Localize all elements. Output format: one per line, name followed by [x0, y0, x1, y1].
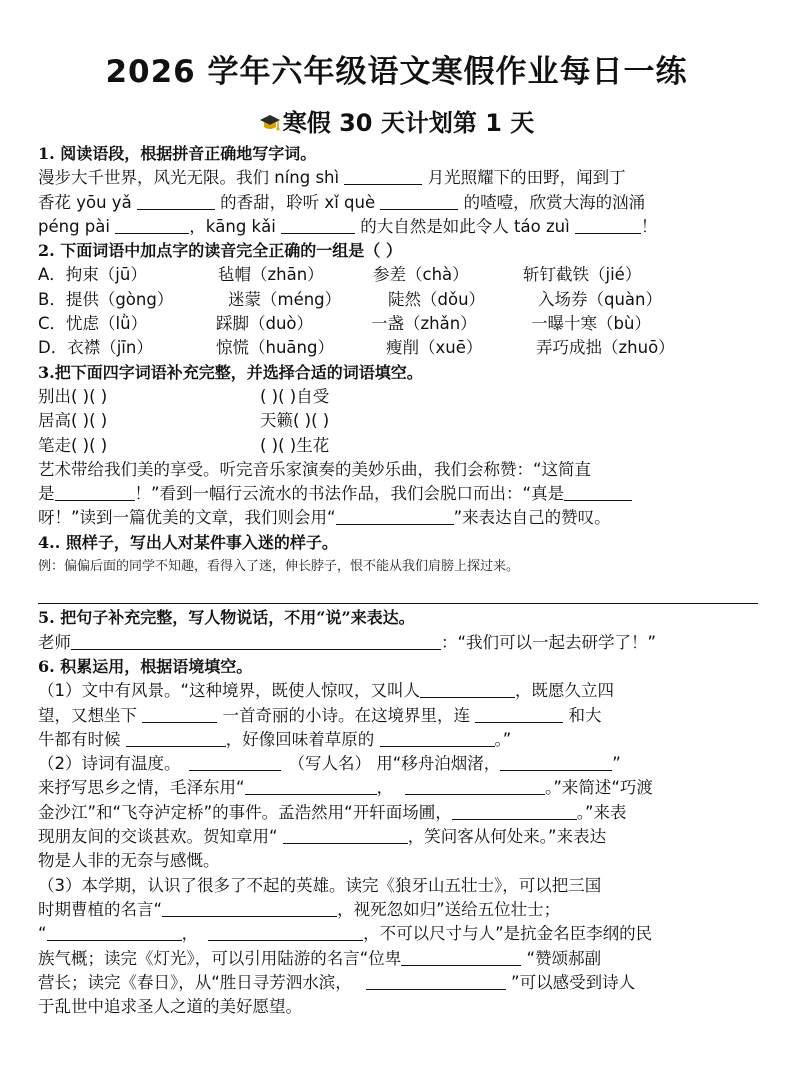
- q3-paragraph-line-1: 艺术带给我们美的享受。听完音乐家演奏的美妙乐曲，我们会称赞：“这简直: [38, 459, 592, 479]
- q6-3-line-5: 营长；读完《春日》，从“胜日寻芳泗水滨， ”可以感受到诗人: [38, 972, 636, 992]
- answer-blank[interactable]: [420, 680, 515, 698]
- q1-heading: 1. 阅读语段，根据拼音正确地写字词。: [38, 144, 317, 163]
- answer-blank[interactable]: [283, 826, 408, 844]
- answer-blank[interactable]: [336, 507, 454, 525]
- answer-blank[interactable]: [405, 777, 545, 795]
- q6-3-line-3: “ ， ，不可以尺寸与人”是抗金名臣李纲的民: [38, 924, 653, 944]
- day-plan-heading: [0, 103, 793, 138]
- graduation-cap-icon: [259, 113, 281, 133]
- answer-blank[interactable]: [55, 483, 135, 501]
- page-title: 2026 学年六年级语文寒假作业每日一练: [105, 54, 688, 90]
- q4-heading: 4.. 照样子，写出人对某件事入迷的样子。: [38, 532, 338, 552]
- q6-1-line-3: 牛都有时候 ，好像回味着草原的 。”: [38, 729, 512, 749]
- q2-heading: 2. 下面词语中加点字的读音完全正确的一组是（ ）: [38, 241, 402, 261]
- q5-sentence: 老师 ：“我们可以一起去研学了！”: [38, 632, 657, 652]
- answer-blank[interactable]: [71, 632, 441, 650]
- idiom-row-3: 笔走( )( ) ( )( )生花: [38, 435, 330, 455]
- answer-blank[interactable]: [452, 802, 577, 820]
- q6-2-line-1: （2）诗词有温度。 （写人名） 用“移舟泊烟渚， ”: [38, 754, 621, 774]
- q6-heading: 6. 积累运用，根据语境填空。: [38, 656, 253, 676]
- answer-blank[interactable]: [162, 899, 337, 917]
- answer-blank[interactable]: [126, 729, 226, 747]
- q6-2-line-4: 现朋友间的交谈甚欢。贺知章用“ ，笑问客从何处来。”来表达: [38, 827, 607, 847]
- q6-1-line-1: （1）文中有风景。“这种境界，既使人惊叹，又叫人 ，既愿久立四: [38, 681, 615, 701]
- q3-paragraph-line-3: 呀！”读到一篇优美的文章，我们则会用“ ”来表达自己的赞叹。: [38, 508, 611, 528]
- answer-blank[interactable]: [500, 753, 612, 771]
- subtitle-text: 寒假 30 天计划第 1 天: [282, 109, 535, 137]
- answer-blank[interactable]: [401, 948, 521, 966]
- answer-blank[interactable]: [115, 216, 189, 234]
- q6-3-line-6: 于乱世中追求圣人之道的美好愿望。: [38, 997, 302, 1017]
- idiom-row-2: 居高( )( ) 天籁( )( ): [38, 411, 330, 431]
- answer-blank[interactable]: [245, 777, 377, 795]
- q2-option-a: A．拘束（jū） 毡帽（zhān） 参差（chà） 斩钉截铁（jié）: [38, 265, 642, 285]
- answer-blank[interactable]: [564, 483, 632, 501]
- q5-heading: 5. 把句子补充完整，写人物说话，不用“说”来表达。: [38, 608, 415, 628]
- exercise-content: [38, 142, 758, 1019]
- q6-3-line-4: 族气概；读完《灯光》，可以引用陆游的名言“位卑 “赞颂郝副: [38, 948, 602, 968]
- answer-blank[interactable]: [137, 192, 215, 210]
- q6-2-line-3: 金沙江”和“飞夺泸定桥”的事件。孟浩然用“开轩面场圃， 。”来表: [38, 802, 627, 822]
- q6-1-line-2: 望，又想坐下 一首奇丽的小诗。在这境界里，连 和大: [38, 705, 602, 725]
- q3-heading: 3.把下面四字词语补充完整，并选择合适的词语填空。: [38, 362, 423, 382]
- q2-option-d: D．衣襟（jīn） 惊慌（huāng） 瘦削（xuē） 弄巧成拙（zhuō）: [38, 338, 675, 358]
- answer-blank[interactable]: [208, 923, 363, 941]
- answer-blank[interactable]: [142, 705, 217, 723]
- answer-blank[interactable]: [575, 216, 641, 234]
- q1-line-3: péng pài ，kāng kǎi 的大自然是如此令人 táo zuì ！: [38, 216, 658, 236]
- q1-line-1: 漫步大千世界，风光无限。我们 níng shì 月光照耀下的田野，闻到丁: [38, 168, 626, 188]
- idiom-row-1: 别出( )( ) ( )( )自受: [38, 386, 330, 406]
- q1-line-2: 香花 yōu yǎ 的香甜，聆听 xǐ què 的喳噎，欣赏大海的汹涌: [38, 192, 646, 212]
- q6-2-line-2: 来抒写思乡之情，毛泽东用“ ， 。”来简述“巧渡: [38, 778, 653, 798]
- q2-option-b: B．提供（gòng） 迷蒙（méng） 陡然（dǒu） 入场券（quàn）: [38, 289, 662, 309]
- q2-option-c: C．忧虑（lǜ） 踩脚（duò） 一盏（zhǎn） 一曝十寒（bù）: [38, 314, 651, 334]
- q3-paragraph-line-2: 是 ！”看到一幅行云流水的书法作品，我们会脱口而出：“真是: [38, 482, 758, 506]
- q4-answer-line[interactable]: [38, 579, 758, 604]
- q6-3-line-2: 时期曹植的名言“ ，视死忽如归”送给五位壮士；: [38, 899, 561, 919]
- answer-blank[interactable]: [380, 729, 495, 747]
- answer-blank[interactable]: [475, 705, 563, 723]
- answer-blank[interactable]: [366, 972, 506, 990]
- q6-2-line-5: 物是人非的无奈与感慨。: [38, 851, 220, 871]
- answer-blank[interactable]: [344, 167, 422, 185]
- q4-example: 例：偏偏后面的同学不知趣，看得入了迷，伸长脖子，恨不能从我们肩膀上探过来。: [38, 559, 520, 575]
- answer-blank[interactable]: [47, 923, 182, 941]
- answer-blank[interactable]: [189, 753, 281, 771]
- answer-blank[interactable]: [380, 192, 458, 210]
- answer-blank[interactable]: [281, 216, 355, 234]
- q6-3-line-1: （3）本学期，认识了很多了不起的英雄。读完《狼牙山五壮士》，可以把三国: [38, 875, 602, 895]
